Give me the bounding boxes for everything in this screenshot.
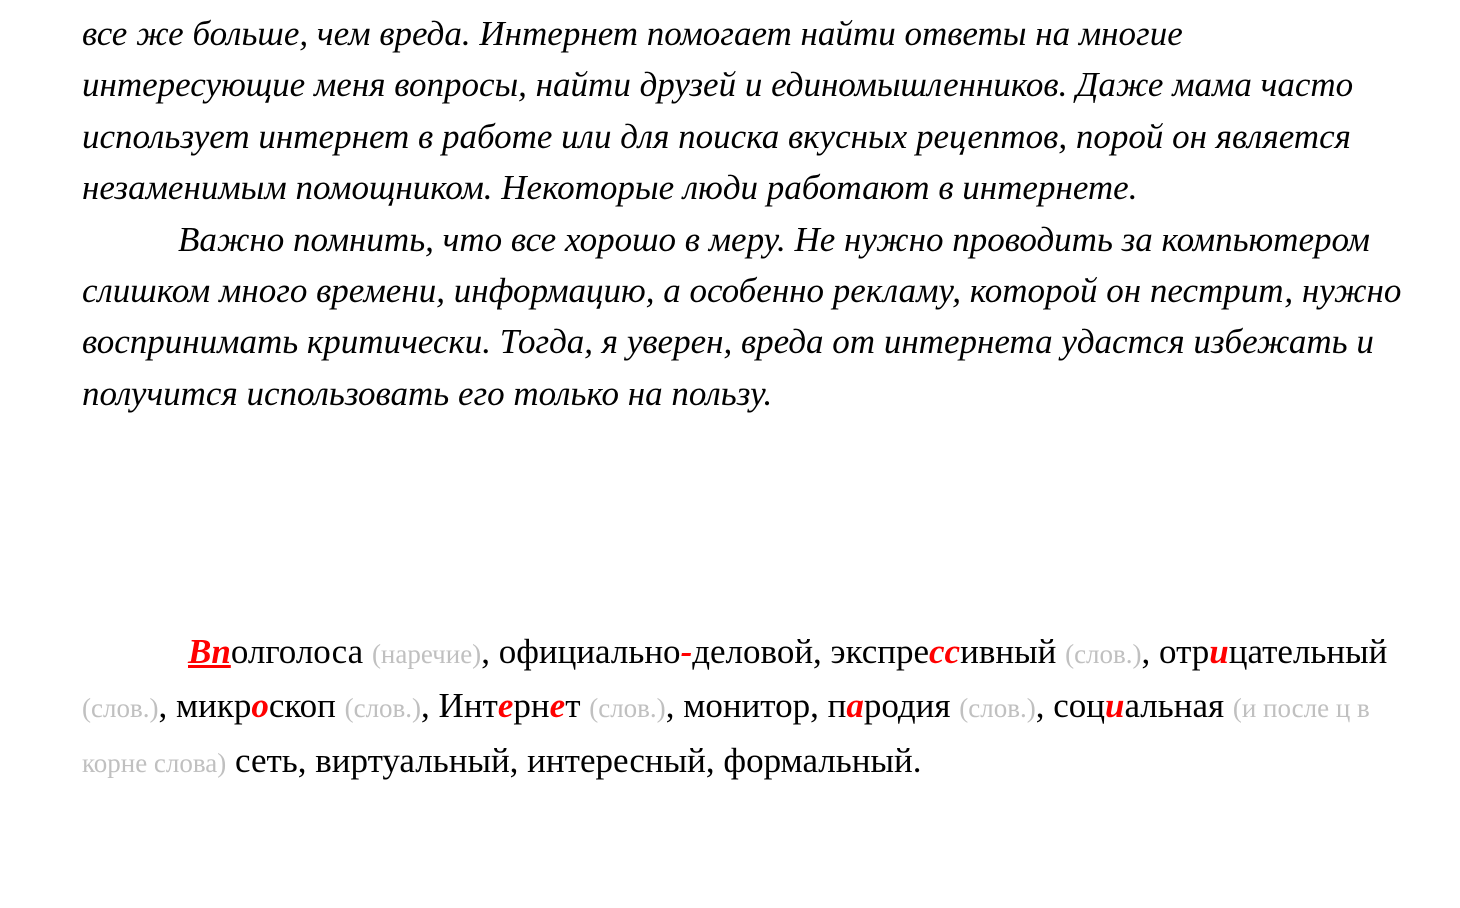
- separator: ,: [813, 632, 831, 671]
- word-note: (слов.): [344, 693, 422, 724]
- separator: ,: [481, 632, 499, 671]
- highlight-letters: е: [549, 686, 566, 726]
- word-part: экспре: [830, 632, 930, 671]
- word-note: (слов.): [82, 693, 159, 724]
- separator: ,: [1141, 632, 1151, 671]
- highlight-letters: а: [846, 686, 864, 726]
- word-part: альная: [1124, 686, 1225, 726]
- separator: ,: [1035, 686, 1054, 726]
- word-note: (наречие): [371, 639, 482, 669]
- word-part: олголоса: [230, 632, 364, 671]
- word-note: (слов.): [959, 693, 1036, 724]
- word-note: (слов.): [1065, 639, 1142, 669]
- word-part: соц: [1053, 686, 1105, 726]
- highlight-letters: и: [1209, 632, 1229, 671]
- highlight-letters: сс: [929, 632, 961, 671]
- highlight-letters: Вп: [188, 632, 231, 671]
- word-part: п: [827, 686, 847, 726]
- word-part: официально: [498, 632, 681, 671]
- separator: ,: [421, 686, 439, 726]
- word-part: деловой: [692, 632, 814, 671]
- word-part: рн: [513, 686, 550, 726]
- word-part: родия: [863, 686, 951, 726]
- separator: ,: [810, 686, 828, 726]
- separator: ,: [665, 686, 684, 726]
- word-note: (слов.): [589, 693, 666, 724]
- separator: ,: [158, 686, 176, 726]
- word-part: отр: [1159, 632, 1210, 671]
- word-note: (и после ц в корне слова): [82, 693, 1370, 778]
- word-part: цательный: [1228, 632, 1388, 671]
- word-part: сеть, виртуальный, интересный, формальный.: [235, 740, 922, 780]
- word-part: монитор: [683, 686, 811, 726]
- word-part: микр: [175, 686, 252, 726]
- highlight-letters: е: [497, 686, 514, 726]
- highlight-letters: и: [1104, 686, 1125, 726]
- essay-text: [82, 8, 1402, 419]
- essay-paragraph-1: все же больше, чем вреда. Интернет помогает найти ответы на многие интересующие меня вопросы, найти друзей и единомышленников. Даже мама часто использует интернет в работе или для поиска вкусных рецептов, порой он является незаменимым помощником. Некоторые люди работают в интернете.: [82, 14, 1354, 208]
- word-part: т: [565, 686, 581, 726]
- highlight-letters: о: [251, 686, 269, 726]
- vocabulary-list: [82, 626, 1402, 789]
- word-part: ивный: [960, 632, 1057, 671]
- word-part: скоп: [268, 686, 336, 726]
- word-part: Инт: [438, 686, 498, 726]
- highlight-letters: -: [680, 632, 693, 671]
- essay-paragraph-2: Важно помнить, что все хорошо в меру. Не нужно проводить за компьютером слишком много времени, информацию, а особенно рекламу, которой он пестрит, нужно воспринимать критически. Тогда, я уверен, вреда от интернета удастся избежать и получится использовать его только на пользу.: [82, 219, 1402, 413]
